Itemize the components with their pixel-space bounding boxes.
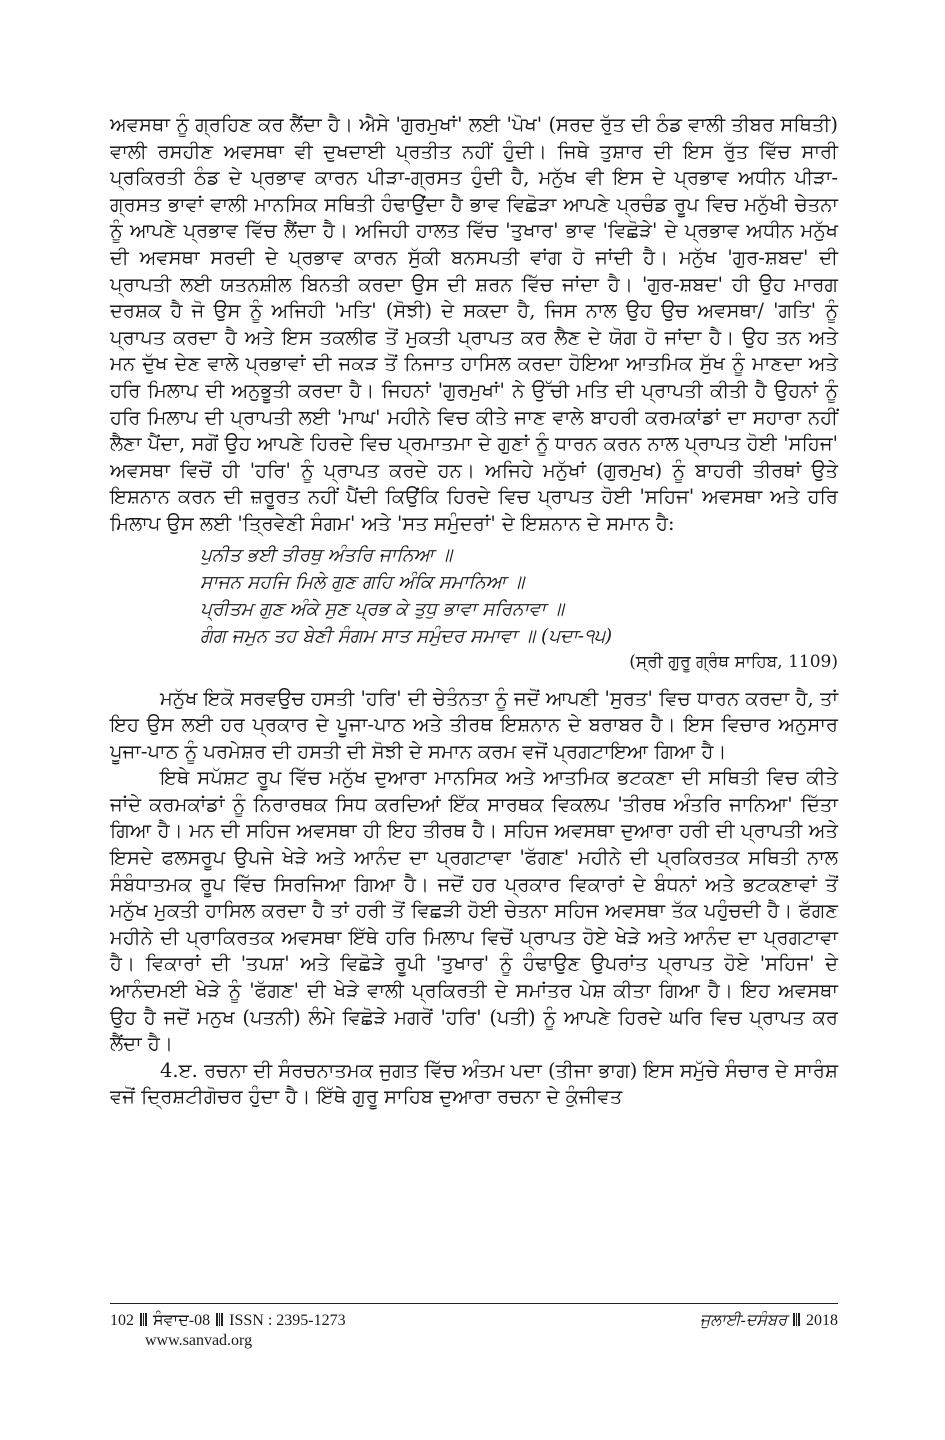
verse-citation: (ਸ੍ਰੀ ਗੁਰੂ ਗ੍ਰੰਥ ਸਾਹਿਬ, 1109) (629, 651, 838, 672)
website-url: www.sanvad.org (145, 1332, 253, 1349)
verse-line-3: ਪ੍ਰੀਤਮ ਗੁਣ ਅੰਕੇ ਸੁਣ ਪ੍ਰਭ ਕੇ ਤੁਧੁ ਭਾਵਾ ਸਰਿਨਾਵਾ ॥ (200, 598, 565, 620)
paragraph-4: 4.ੲ. ਰਚਨਾ ਦੀ ਸੰਰਚਨਾਤਮਕ ਜੁਗਤ ਵਿੱਚ ਅੰਤਮ ਪਦਾ (ਤੀਜਾ ਭਾਗ) ਇਸ ਸਮੁੱਚੇ ਸੰਚਾਰ ਦੇ ਸਾਰੰਸ਼ ਵਜੋਂ ਦ੍ਰਿਸ਼ਟੀਗੋਚਰ ਹੁੰਦਾ ਹੈ। ਇੱਥੇ ਗੁਰੂ ਸਾਹਿਬ ਦੁਆਰਾ ਰਚਨਾ ਦੇ ਕੁੰਜੀਵਤ (110, 1058, 838, 1109)
issue-period: ਜੁਲਾਈ-ਦਸੰਬਰ (699, 1312, 787, 1329)
footer-left (110, 1311, 346, 1331)
page-body (110, 112, 838, 1111)
paragraph-2: ਮਨੁੱਖ ਇਕੋ ਸਰਵਉਚ ਹਸਤੀ 'ਹਰਿ' ਦੀ ਚੇਤੰਨਤਾ ਨੂੰ ਜਦੋਂ ਆਪਣੀ 'ਸੁਰਤ' ਵਿਚ ਧਾਰਨ ਕਰਦਾ ਹੈ, ਤਾਂ ਇਹ ਉਸ ਲਈ ਹਰ ਪ੍ਰਕਾਰ ਦੇ ਪੂਜਾ-ਪਾਠ ਅਤੇ ਤੀਰਥ ਇਸ਼ਨਾਨ ਦੇ ਬਰਾਬਰ ਹੈ। ਇਸ ਵਿਚਾਰ ਅਨੁਸਾਰ ਪੂਜਾ-ਪਾਠ ਨੂੰ ਪਰਮੇਸ਼ਰ ਦੀ ਹਸਤੀ ਦੀ ਸੋਝੀ ਦੇ ਸਮਾਨ ਕਰਮ ਵਜੋਂ ਪ੍ਰਗਟਾਇਆ ਗਿਆ ਹੈ। (110, 686, 838, 763)
issue-year: 2018 (806, 1312, 838, 1329)
scripture-verse (200, 542, 838, 650)
verse-line-4: ਗੰਗ ਜਮੁਨ ਤਹ ਬੇਣੀ ਸੰਗਮ ਸਾਤ ਸਮੁੰਦਰ ਸਮਾਵਾ ॥ (ਪਦਾ-੧੫) (200, 625, 613, 647)
issn-number: ISSN : 2395-1273 (229, 1312, 346, 1329)
journal-name: ਸੰਵਾਦ-08 (153, 1312, 211, 1329)
footer-right (700, 1311, 838, 1331)
verse-line-1: ਪੁਨੀਤ ਭਈ ਤੀਰਥੁ ਅੰਤਰਿ ਜਾਨਿਆ ॥ (200, 544, 453, 566)
separator-mark (140, 1313, 147, 1326)
separator-mark (793, 1313, 800, 1326)
verse-line-2: ਸਾਜਨ ਸਹਜਿ ਮਿਲੇ ਗੁਣ ਗਹਿ ਅੰਕਿ ਸਮਾਨਿਆ ॥ (200, 571, 525, 593)
paragraph-3: ਇਥੇ ਸਪੱਸ਼ਟ ਰੂਪ ਵਿੱਚ ਮਨੁੱਖ ਦੁਆਰਾ ਮਾਨਸਿਕ ਅਤੇ ਆਤਮਿਕ ਭਟਕਣਾ ਦੀ ਸਥਿਤੀ ਵਿਚ ਕੀਤੇ ਜਾਂਦੇ ਕਰਮਕਾਂਡਾਂ ਨੂੰ ਨਿਰਾਰਥਕ ਸਿਧ ਕਰਦਿਆਂ ਇੱਕ ਸਾਰਥਕ ਵਿਕਲਪ 'ਤੀਰਥ ਅੰਤਰਿ ਜਾਨਿਆ' ਦਿੱਤਾ ਗਿਆ ਹੈ। ਮਨ ਦੀ ਸਹਿਜ ਅਵਸਥਾ ਹੀ ਇਹ ਤੀਰਥ ਹੈ। ਸਹਿਜ ਅਵਸਥਾ ਦੁਆਰਾ ਹਰੀ ਦੀ ਪ੍ਰਾਪਤੀ ਅਤੇ ਇਸਦੇ ਫਲਸਰੂਪ ਉਪਜੇ ਖੇੜੇ ਅਤੇ ਆਨੰਦ ਦਾ ਪ੍ਰਗਟਾਵਾ 'ਫੱਗਣ' ਮਹੀਨੇ ਦੀ ਪ੍ਰਕਿਰਤਕ ਸਥਿਤੀ ਨਾਲ ਸੰਬੰਧਾਤਮਕ ਰੂਪ ਵਿੱਚ ਸਿਰਜਿਆ ਗਿਆ ਹੈ। ਜਦੋਂ ਹਰ ਪ੍ਰਕਾਰ ਵਿਕਾਰਾਂ ਦੇ ਬੰਧਨਾਂ ਅਤੇ ਭਟਕਣਾਵਾਂ ਤੋਂ ਮਨੁੱਖ ਮੁਕਤੀ ਹਾਸਿਲ ਕਰਦਾ ਹੈ ਤਾਂ ਹਰੀ ਤੋਂ ਵਿਛੜੀ ਹੋਈ ਚੇਤਨਾ ਸਹਿਜ ਅਵਸਥਾ ਤੱਕ ਪਹੁੰਚਦੀ ਹੈ। ਫੱਗਣ ਮਹੀਨੇ ਦੀ ਪ੍ਰਾਕਿਰਤਕ ਅਵਸਥਾ ਇੱਥੇ ਹਰਿ ਮਿਲਾਪ ਵਿਚੋਂ ਪ੍ਰਾਪਤ ਹੋਏ ਖੇੜੇ ਅਤੇ ਆਨੰਦ ਦਾ ਪ੍ਰਗਟਾਵਾ ਹੈ। ਵਿਕਾਰਾਂ ਦੀ 'ਤਪਸ਼' ਅਤੇ ਵਿਛੋੜੇ ਰੂਪੀ 'ਤੁਖਾਰ' ਨੂੰ ਹੰਢਾਉਣ ਉਪਰਾਂਤ ਪ੍ਰਾਪਤ ਹੋਏ 'ਸਹਿਜ' ਦੇ ਆਨੰਦਮਈ ਖੇੜੇ ਨੂੰ 'ਫੱਗਣ' ਦੀ ਖੇੜੇ ਵਾਲੀ ਪ੍ਰਕਿਰਤੀ ਦੇ ਸਮਾਂਤਰ ਪੇਸ਼ ਕੀਤਾ ਗਿਆ ਹੈ। ਇਹ ਅਵਸਥਾ ਉਹ ਹੈ ਜਦੋਂ ਮਨੁਖ (ਪਤਨੀ) ਲੰਮੇ ਵਿਛੋੜੇ ਮਗਰੋਂ 'ਹਰਿ' (ਪਤੀ) ਨੂੰ ਆਪਣੇ ਹਿਰਦੇ ਘਰਿ ਵਿਚ ਪ੍ਰਾਪਤ ਕਰ ਲੈਂਦਾ ਹੈ। (110, 766, 838, 1056)
page-number: 102 (110, 1312, 134, 1329)
paragraph-1: ਅਵਸਥਾ ਨੂੰ ਗ੍ਰਹਿਣ ਕਰ ਲੈਂਦਾ ਹੈ। ਐਸੇ 'ਗੁਰਮੁਖਾਂ' ਲਈ 'ਪੋਖ' (ਸਰਦ ਰੁੱਤ ਦੀ ਠੰਡ ਵਾਲੀ ਤੀਬਰ ਸਥਿਤੀ) ਵਾਲੀ ਰਸਹੀਣ ਅਵਸਥਾ ਵੀ ਦੁਖਦਾਈ ਪ੍ਰਤੀਤ ਨਹੀਂ ਹੁੰਦੀ। ਜਿਥੇ ਤੁਸ਼ਾਰ ਦੀ ਇਸ ਰੁੱਤ ਵਿੱਚ ਸਾਰੀ ਪ੍ਰਕਿਰਤੀ ਠੰਡ ਦੇ ਪ੍ਰਭਾਵ ਕਾਰਨ ਪੀੜਾ-ਗ੍ਰਸਤ ਹੁੰਦੀ ਹੈ, ਮਨੁੱਖ ਵੀ ਇਸ ਦੇ ਪ੍ਰਭਾਵ ਅਧੀਨ ਪੀੜਾ-ਗ੍ਰਸਤ ਭਾਵਾਂ ਵਾਲੀ ਮਾਨਸਿਕ ਸਥਿਤੀ ਹੰਢਾਉਂਦਾ ਹੈ ਭਾਵ ਵਿਛੋੜਾ ਆਪਣੇ ਪ੍ਰਚੰਡ ਰੂਪ ਵਿਚ ਮਨੁੱਖੀ ਚੇਤਨਾ ਨੂੰ ਆਪਣੇ ਪ੍ਰਭਾਵ ਵਿੱਚ ਲੈਂਦਾ ਹੈ। ਅਜਿਹੀ ਹਾਲਤ ਵਿੱਚ 'ਤੁਖਾਰ' ਭਾਵ 'ਵਿਛੋੜੇ' ਦੇ ਪ੍ਰਭਾਵ ਅਧੀਨ ਮਨੁੱਖ ਦੀ ਅਵਸਥਾ ਸਰਦੀ ਦੇ ਪ੍ਰਭਾਵ ਕਾਰਨ ਸੁੱਕੀ ਬਨਸਪਤੀ ਵਾਂਗ ਹੋ ਜਾਂਦੀ ਹੈ। ਮਨੁੱਖ 'ਗੁਰ-ਸ਼ਬਦ' ਦੀ ਪ੍ਰਾਪਤੀ ਲਈ ਯਤਨਸ਼ੀਲ ਬਿਨਤੀ ਕਰਦਾ ਉਸ ਦੀ ਸ਼ਰਨ ਵਿੱਚ ਜਾਂਦਾ ਹੈ। 'ਗੁਰ-ਸ਼ਬਦ' ਹੀ ਉਹ ਮਾਰਗ ਦਰਸ਼ਕ ਹੈ ਜੋ ਉਸ ਨੂੰ ਅਜਿਹੀ 'ਮਤਿ' (ਸੋਝੀ) ਦੇ ਸਕਦਾ ਹੈ, ਜਿਸ ਨਾਲ ਉਹ ਉਚ ਅਵਸਥਾ/ 'ਗਤਿ' ਨੂੰ ਪ੍ਰਾਪਤ ਕਰਦਾ ਹੈ ਅਤੇ ਇਸ ਤਕਲੀਫ ਤੋਂ ਮੁਕਤੀ ਪ੍ਰਾਪਤ ਕਰ ਲੈਣ ਦੇ ਯੋਗ ਹੋ ਜਾਂਦਾ ਹੈ। ਉਹ ਤਨ ਅਤੇ ਮਨ ਦੁੱਖ ਦੇਣ ਵਾਲੇ ਪ੍ਰਭਾਵਾਂ ਦੀ ਜਕੜ ਤੋਂ ਨਿਜਾਤ ਹਾਸਿਲ ਕਰਦਾ ਹੋਇਆ ਆਤਮਿਕ ਸੁੱਖ ਨੂੰ ਮਾਣਦਾ ਅਤੇ ਹਰਿ ਮਿਲਾਪ ਦੀ ਅਨੁਭੂਤੀ ਕਰਦਾ ਹੈ। ਜਿਹਨਾਂ 'ਗੁਰਮੁਖਾਂ' ਨੇ ਉੱਚੀ ਮਤਿ ਦੀ ਪ੍ਰਾਪਤੀ ਕੀਤੀ ਹੈ ਉਹਨਾਂ ਨੂੰ ਹਰਿ ਮਿਲਾਪ ਦੀ ਪ੍ਰਾਪਤੀ ਲਈ 'ਮਾਘ' ਮਹੀਨੇ ਵਿਚ ਕੀਤੇ ਜਾਣ ਵਾਲੇ ਬਾਹਰੀ ਕਰਮਕਾਂਡਾਂ ਦਾ ਸਹਾਰਾ ਨਹੀਂ ਲੈਣਾ ਪੈਂਦਾ, ਸਗੋਂ ਉਹ ਆਪਣੇ ਹਿਰਦੇ ਵਿਚ ਪ੍ਰਮਾਤਮਾ ਦੇ ਗੁਣਾਂ ਨੂੰ ਧਾਰਨ ਕਰਨ ਨਾਲ ਪ੍ਰਾਪਤ ਹੋਈ 'ਸਹਿਜ' ਅਵਸਥਾ ਵਿਚੋਂ ਹੀ 'ਹਰਿ' ਨੂੰ ਪ੍ਰਾਪਤ ਕਰਦੇ ਹਨ। ਅਜਿਹੇ ਮਨੁੱਖਾਂ (ਗੁਰਮੁਖ) ਨੂੰ ਬਾਹਰੀ ਤੀਰਥਾਂ ਉਤੇ ਇਸ਼ਨਾਨ ਕਰਨ ਦੀ ਜ਼ਰੂਰਤ ਨਹੀਂ ਪੈਂਦੀ ਕਿਉਂਕਿ ਹਿਰਦੇ ਵਿਚ ਪ੍ਰਾਪਤ ਹੋਈ 'ਸਹਿਜ' ਅਵਸਥਾ ਅਤੇ ਹਰਿ ਮਿਲਾਪ ਉਸ ਲਈ 'ਤ੍ਰਿਵੇਣੀ ਸੰਗਮ' ਅਤੇ 'ਸਤ ਸਮੁੰਦਰਾਂ' ਦੇ ਇਸ਼ਨਾਨ ਦੇ ਸਮਾਨ ਹੈ: (110, 113, 838, 535)
footer-divider (110, 1303, 838, 1304)
separator-mark (216, 1313, 223, 1326)
